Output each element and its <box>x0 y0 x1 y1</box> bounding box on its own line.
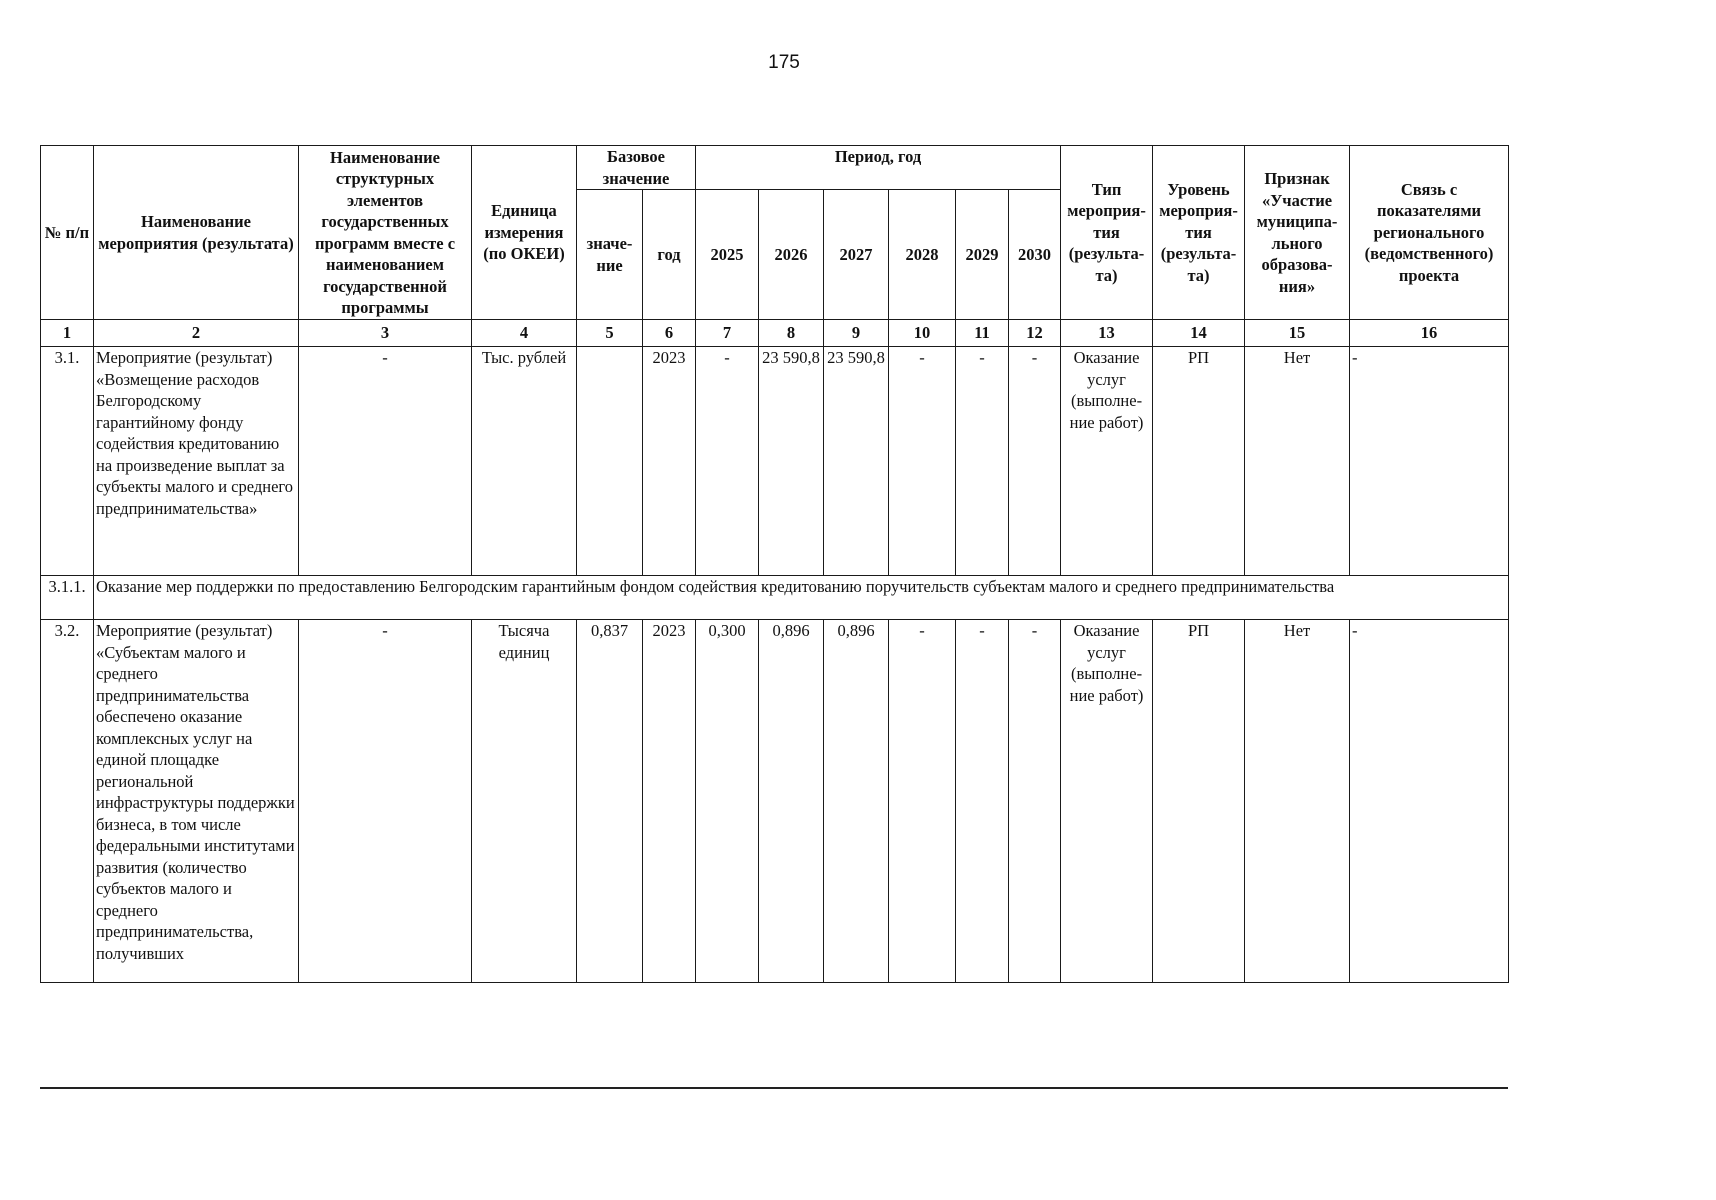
row-number: 3.1. <box>41 347 94 576</box>
header-unit: Единица измерения (по ОКЕИ) <box>472 146 577 320</box>
header-base-value: Базовое значение <box>577 146 696 190</box>
header-structural-elements: Наименование структурных элементов государственных программ вместе с наименованием государственной программы <box>299 146 472 320</box>
header-year-2028: 2028 <box>889 190 956 320</box>
header-project-link: Связь с показателями регионального (ведомственного) проекта <box>1350 146 1509 320</box>
value-2026: 0,896 <box>759 620 824 983</box>
column-number: 6 <box>643 320 696 347</box>
column-number: 2 <box>94 320 299 347</box>
unit: Тыс. рублей <box>472 347 577 576</box>
row-number: 3.1.1. <box>41 576 94 620</box>
base-value <box>577 347 643 576</box>
column-number: 4 <box>472 320 577 347</box>
header-measure-type: Тип мероприя-тия (результа-та) <box>1061 146 1153 320</box>
column-number: 11 <box>956 320 1009 347</box>
header-measure-name: Наименование мероприятия (результата) <box>94 146 299 320</box>
header-year-2025: 2025 <box>696 190 759 320</box>
header-municipal-sign: Признак «Участие муниципа-льного образова-ния» <box>1245 146 1350 320</box>
measure-name: Мероприятие (результат) «Возмещение расходов Белгородскому гарантийному фонду содействия кредитованию на произведение выплат за субъекты малого и среднего предпринимательства» <box>94 347 299 576</box>
page-number: 175 <box>768 52 800 73</box>
measure-type: Оказание услуг (выполне-ние работ) <box>1061 620 1153 983</box>
row-number: 3.2. <box>41 620 94 983</box>
value-2030: - <box>1009 347 1061 576</box>
measure-level: РП <box>1153 620 1245 983</box>
value-2029: - <box>956 620 1009 983</box>
page-bottom-rule <box>40 1087 1508 1089</box>
value-2027: 0,896 <box>824 620 889 983</box>
column-number: 15 <box>1245 320 1350 347</box>
municipal-sign: Нет <box>1245 347 1350 576</box>
header-year-2030: 2030 <box>1009 190 1061 320</box>
table-row <box>41 347 1509 576</box>
column-number: 7 <box>696 320 759 347</box>
table-row <box>41 576 1509 620</box>
measure-level: РП <box>1153 347 1245 576</box>
table-header <box>41 146 1509 320</box>
header-measure-level: Уровень мероприя-тия (результа-та) <box>1153 146 1245 320</box>
header-number: № п/п <box>41 146 94 320</box>
project-link: - <box>1350 620 1509 983</box>
value-2027: 23 590,8 <box>824 347 889 576</box>
column-number: 1 <box>41 320 94 347</box>
unit: Тысяча единиц <box>472 620 577 983</box>
column-numbers-row <box>41 320 1509 347</box>
value-2025: - <box>696 347 759 576</box>
column-number: 10 <box>889 320 956 347</box>
column-number: 14 <box>1153 320 1245 347</box>
header-year-2029: 2029 <box>956 190 1009 320</box>
value-2025: 0,300 <box>696 620 759 983</box>
value-2026: 23 590,8 <box>759 347 824 576</box>
structural-element: - <box>299 620 472 983</box>
column-number: 3 <box>299 320 472 347</box>
structural-element: - <box>299 347 472 576</box>
base-year: 2023 <box>643 347 696 576</box>
municipal-sign: Нет <box>1245 620 1350 983</box>
subitem-description: Оказание мер поддержки по предоставлению Белгородским гарантийным фондом содействия кредитованию поручительств субъектам малого и среднего предпринимательства <box>94 576 1509 620</box>
header-base-value-year: год <box>643 190 696 320</box>
value-2028: - <box>889 347 956 576</box>
value-2029: - <box>956 347 1009 576</box>
header-year-2027: 2027 <box>824 190 889 320</box>
measure-type: Оказание услуг (выполне-ние работ) <box>1061 347 1153 576</box>
header-year-2026: 2026 <box>759 190 824 320</box>
column-number: 8 <box>759 320 824 347</box>
measures-table <box>40 145 1509 983</box>
base-value: 0,837 <box>577 620 643 983</box>
value-2028: - <box>889 620 956 983</box>
measure-name: Мероприятие (результат) «Субъектам малого и среднего предпринимательства обеспечено оказание комплексных услуг на единой площадке региональной инфраструктуры поддержки бизнеса, в том числе федеральными институтами развития (количество субъектов малого и среднего предпринимательства, получивших <box>94 620 299 983</box>
column-number: 9 <box>824 320 889 347</box>
column-number: 5 <box>577 320 643 347</box>
column-number: 13 <box>1061 320 1153 347</box>
value-2030: - <box>1009 620 1061 983</box>
table-row <box>41 620 1509 983</box>
header-base-value-value: значе-ние <box>577 190 643 320</box>
header-period: Период, год <box>696 146 1061 190</box>
base-year: 2023 <box>643 620 696 983</box>
project-link: - <box>1350 347 1509 576</box>
column-number: 12 <box>1009 320 1061 347</box>
column-number: 16 <box>1350 320 1509 347</box>
